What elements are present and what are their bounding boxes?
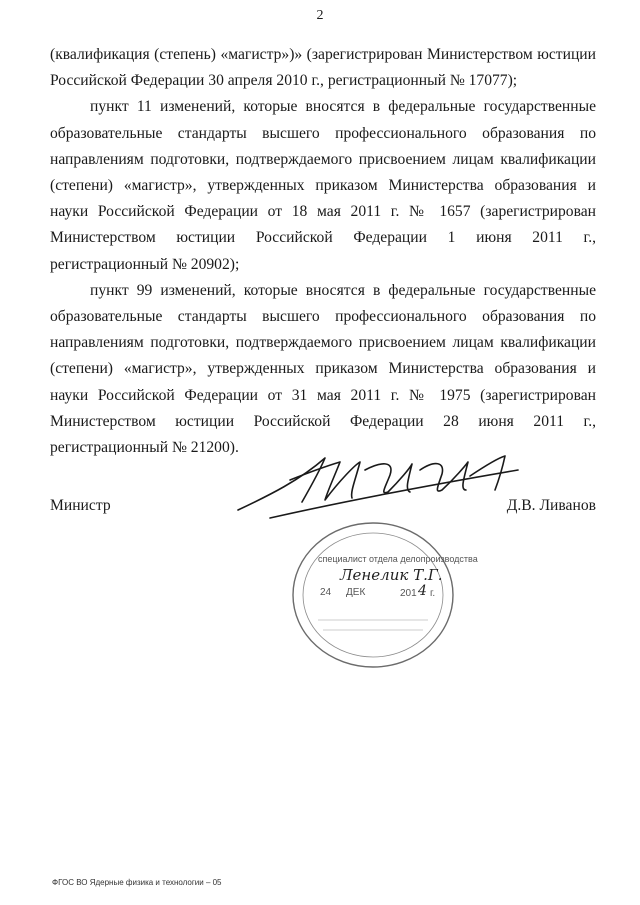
stamp-year-prefix: 201 <box>400 588 417 599</box>
stamp-date-day: 24 <box>320 587 332 598</box>
page-number: 2 <box>316 8 324 23</box>
paragraph-item-11: пункт 11 изменений, которые вносятся в федеральные государственные образовательные стандарты высшего профессионального образования по направлениям подготовки, подтверждаемого присвоением лицам квалификации (степени) «магистр», утвержденных приказом Министерства образования и науки Российской Федерации от 18 мая 2011 г. № 1657 (зарегистрирован Министерством юстиции Российской Федерации 1 июня 2011 г., регистрационный № 20902); <box>50 98 596 273</box>
stamp-year-digit: 4 <box>418 583 427 599</box>
signer-name: Д.В. Ливанов <box>506 497 596 514</box>
stamp-year-mark: г. <box>430 588 436 599</box>
signature-handwritten <box>230 440 530 530</box>
stamp-handwritten-name: Ленелик Т.Г. <box>340 566 443 584</box>
stamp-date-month: ДЕК <box>346 587 366 598</box>
paragraph-continuation: (квалификация (степень) «магистр»)» (зарегистрирован Министерством юстиции Российской Федерации 30 апреля 2010 г., регистрационный № 17077); <box>50 46 596 90</box>
document-body <box>50 42 596 461</box>
paragraph-item-99: пункт 99 изменений, которые вносятся в федеральные государственные образовательные стандарты высшего профессионального образования по направлениям подготовки, подтверждаемого присвоением лицам квалификации (степени) «магистр», утвержденных приказом Министерства образования и науки Российской Федерации от 31 мая 2011 г. № 1975 (зарегистрирован Министерством юстиции Российской Федерации 28 июня 2011 г., регистрационный № 21200). <box>50 281 596 457</box>
signer-title: Министр <box>50 497 111 514</box>
certification-stamp <box>288 520 478 670</box>
stamp-label: специалист отдела делопроизводства <box>318 554 478 564</box>
document-footer: ФГОС ВО Ядерные физика и технологии – 05 <box>52 878 222 887</box>
